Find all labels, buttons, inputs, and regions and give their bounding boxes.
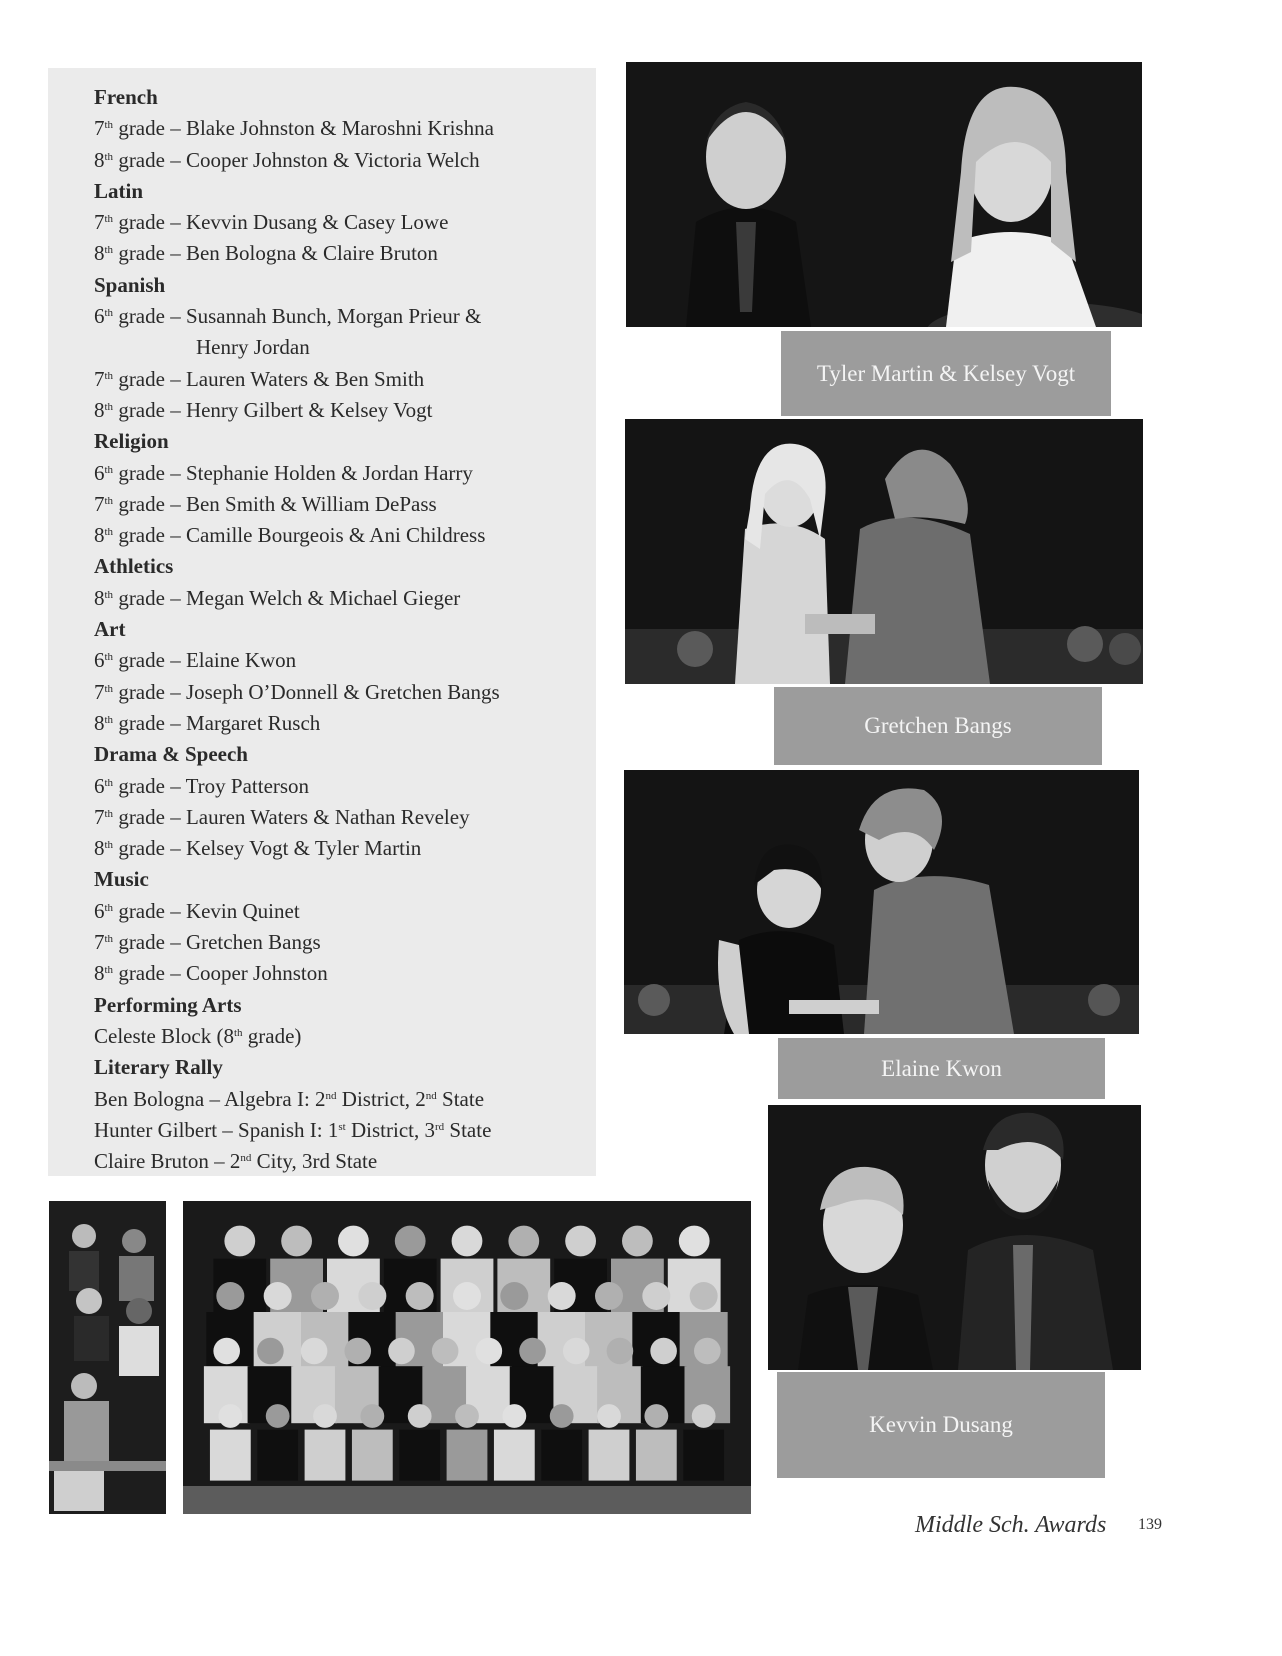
award-entry (94, 958, 574, 989)
footer-section-title: Middle Sch. Awards (915, 1512, 1107, 1538)
entry-text: 6 (94, 304, 105, 329)
entry-text: grade – Henry Gilbert & Kelsey Vogt (113, 397, 433, 422)
photo3-caption: Elaine Kwon (778, 1038, 1105, 1099)
ordinal-suffix: th (104, 651, 114, 664)
entry-text: 7 (94, 804, 105, 829)
section-heading: Performing Arts (94, 992, 242, 1017)
entry-text: District, 3 (345, 1117, 435, 1142)
award-entry (94, 802, 574, 833)
ordinal-suffix: th (104, 119, 114, 132)
entry-text: 7 (94, 366, 105, 391)
entry-text: grade – Stephanie Holden & Jordan Harry (113, 460, 473, 485)
entry-text: 6 (94, 648, 105, 673)
award-entry (94, 1146, 574, 1177)
entry-text: grade – Cooper Johnston & Victoria Welch (113, 147, 480, 172)
section-heading: Drama & Speech (94, 742, 248, 767)
ordinal-suffix: th (104, 807, 114, 820)
ordinal-suffix: th (104, 713, 114, 726)
photo-tyler-kelsey (626, 62, 1142, 327)
entry-text: 8 (94, 147, 105, 172)
award-entry (94, 458, 574, 489)
entry-text: grade – Camille Bourgeois & Ani Childress (113, 523, 486, 548)
entry-text: grade – Troy Patterson (113, 773, 310, 798)
award-entry (94, 395, 574, 426)
entry-text: grade – Cooper Johnston (113, 961, 328, 986)
entry-text: grade – Lauren Waters & Ben Smith (113, 366, 425, 391)
award-entry (94, 1021, 574, 1052)
entry-text: grade – Margaret Rusch (113, 710, 321, 735)
ordinal-suffix: th (104, 682, 114, 695)
awards-list (94, 82, 574, 1177)
ordinal-suffix: th (104, 494, 114, 507)
award-entry (94, 332, 574, 363)
photo-elaine-kwon (624, 770, 1139, 1034)
photo-gretchen-bangs (625, 419, 1143, 684)
ordinal-suffix: nd (240, 1152, 252, 1165)
entry-text: State (436, 1086, 485, 1111)
entry-text: 6 (94, 898, 105, 923)
entry-text: grade – Elaine Kwon (113, 648, 297, 673)
photo1-caption: Tyler Martin & Kelsey Vogt (781, 331, 1111, 416)
ordinal-suffix: th (104, 526, 114, 539)
award-entry (94, 489, 574, 520)
ordinal-suffix: th (104, 150, 114, 163)
entry-text: City, 3rd State (251, 1149, 378, 1174)
award-entry (94, 207, 574, 238)
entry-text: 6 (94, 460, 105, 485)
section-heading: Literary Rally (94, 1055, 223, 1080)
ordinal-suffix: th (104, 776, 114, 789)
section-heading: Religion (94, 429, 169, 454)
entry-text: 7 (94, 210, 105, 235)
photo-kevvin-dusang (768, 1105, 1141, 1370)
entry-text: Henry Jordan (196, 335, 310, 360)
award-entry (94, 833, 574, 864)
ordinal-suffix: th (104, 369, 114, 382)
section-heading: Art (94, 617, 126, 642)
ordinal-suffix: th (104, 933, 114, 946)
entry-text: 6 (94, 773, 105, 798)
award-entry (94, 708, 574, 739)
entry-text: 8 (94, 397, 105, 422)
award-entry (94, 1115, 574, 1146)
award-entry (94, 520, 574, 551)
entry-text: grade) (242, 1023, 302, 1048)
entry-text: grade – Ben Bologna & Claire Bruton (113, 241, 438, 266)
ordinal-suffix: th (104, 964, 114, 977)
entry-text: Ben Bologna – Algebra I: 2 (94, 1086, 326, 1111)
award-entry (94, 927, 574, 958)
entry-text: grade – Joseph O’Donnell & Gretchen Bangs (113, 679, 500, 704)
ordinal-suffix: nd (425, 1089, 437, 1102)
page-number: 139 (1138, 1516, 1162, 1533)
entry-text: 7 (94, 930, 105, 955)
entry-text: grade – Kevin Quinet (113, 898, 300, 923)
ordinal-suffix: th (104, 400, 114, 413)
entry-text: Hunter Gilbert – Spanish I: 1 (94, 1117, 339, 1142)
award-entry (94, 583, 574, 614)
award-entry (94, 145, 574, 176)
entry-text: grade – Ben Smith & William DePass (113, 491, 437, 516)
ordinal-suffix: st (338, 1120, 346, 1133)
ordinal-suffix: th (104, 839, 114, 852)
entry-text: 7 (94, 679, 105, 704)
section-heading: French (94, 85, 158, 109)
entry-text: 7 (94, 116, 105, 141)
ordinal-suffix: rd (434, 1120, 445, 1133)
photo-group-ceremony (183, 1201, 751, 1514)
entry-text: District, 2 (336, 1086, 426, 1111)
photo-audience-side (49, 1201, 166, 1514)
entry-text: 8 (94, 961, 105, 986)
entry-text: grade – Megan Welch & Michael Gieger (113, 585, 461, 610)
section-heading: Music (94, 867, 149, 892)
entry-text: Celeste Block (8 (94, 1023, 234, 1048)
entry-text: grade – Kevvin Dusang & Casey Lowe (113, 210, 449, 235)
entry-text: grade – Blake Johnston & Maroshni Krishna (113, 116, 494, 141)
entry-text: grade – Lauren Waters & Nathan Reveley (113, 804, 470, 829)
award-entry (94, 1084, 574, 1115)
entry-text: grade – Kelsey Vogt & Tyler Martin (113, 836, 422, 861)
award-entry (94, 238, 574, 269)
ordinal-suffix: th (104, 588, 114, 601)
award-entry (94, 113, 574, 144)
entry-text: 8 (94, 241, 105, 266)
award-entry (94, 364, 574, 395)
ordinal-suffix: th (104, 213, 114, 226)
ordinal-suffix: nd (325, 1089, 337, 1102)
photo4-caption: Kevvin Dusang (777, 1372, 1105, 1478)
entry-text: 8 (94, 523, 105, 548)
section-heading: Athletics (94, 554, 174, 579)
ordinal-suffix: th (233, 1026, 243, 1039)
entry-text: 8 (94, 710, 105, 735)
photo2-caption: Gretchen Bangs (774, 687, 1102, 765)
section-heading: Spanish (94, 272, 166, 297)
ordinal-suffix: th (104, 307, 114, 320)
award-entry (94, 896, 574, 927)
entry-text: 8 (94, 585, 105, 610)
ordinal-suffix: th (104, 244, 114, 257)
award-entry (94, 771, 574, 802)
award-entry (94, 677, 574, 708)
section-heading: Latin (94, 178, 144, 203)
ordinal-suffix: th (104, 463, 114, 476)
entry-text: State (444, 1117, 492, 1142)
entry-text: grade – Susannah Bunch, Morgan Prieur & (113, 304, 482, 329)
award-entry (94, 301, 574, 332)
entry-text: 7 (94, 491, 105, 516)
ordinal-suffix: th (104, 901, 114, 914)
entry-text: 8 (94, 836, 105, 861)
entry-text: Claire Bruton – 2 (94, 1149, 241, 1174)
entry-text: grade – Gretchen Bangs (113, 930, 321, 955)
award-entry (94, 645, 574, 676)
